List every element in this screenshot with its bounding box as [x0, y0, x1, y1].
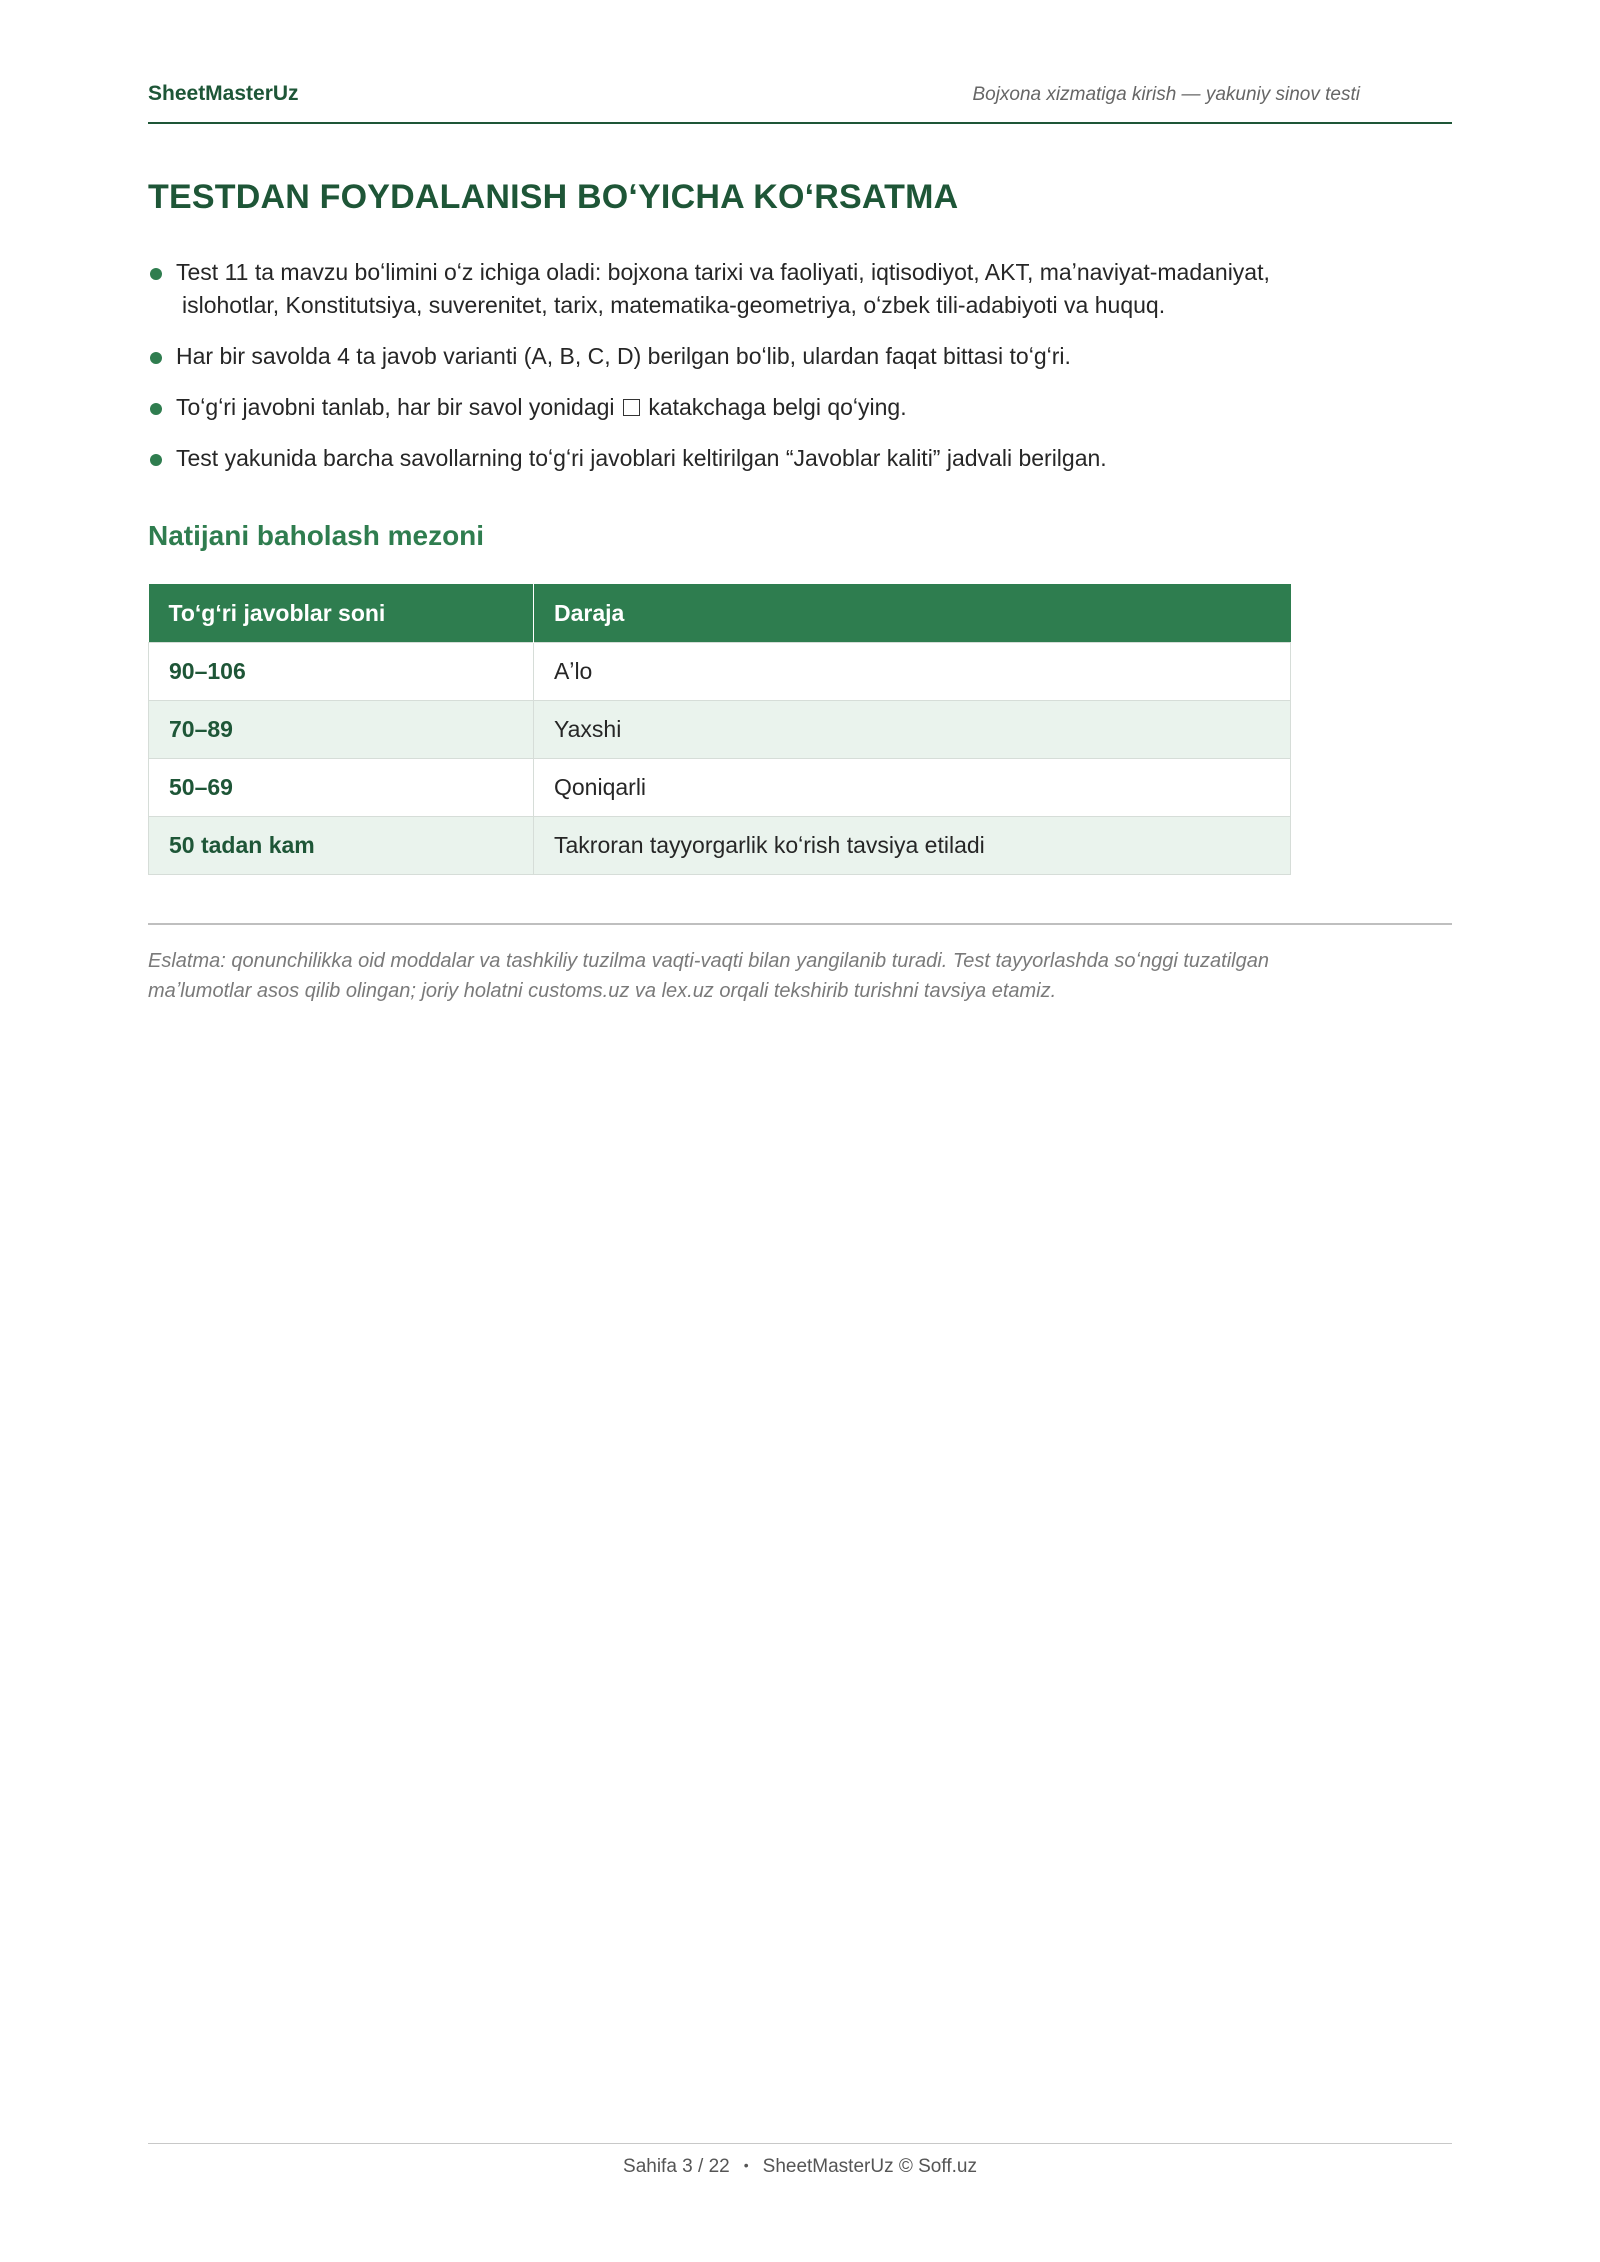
page-header [148, 78, 1452, 124]
list-item [148, 256, 1438, 322]
page-number: Sahifa 3 / 22 [623, 2156, 730, 2177]
page-footer [148, 2156, 1452, 2178]
table-cell-score-range: 50 tadan kam [149, 817, 534, 875]
table-header-row [149, 584, 1291, 643]
list-item [148, 340, 1438, 373]
table-cell-score-range: 70–89 [149, 701, 534, 759]
bullet-icon [150, 403, 162, 415]
list-item-text: Toʻgʻri javobni tanlab, har bir savol yonidagi [176, 394, 615, 420]
instructions-list [148, 256, 1438, 493]
section-divider [148, 923, 1452, 925]
list-item-text: Har bir savolda 4 ta javob varianti (A, B, C, D) berilgan boʻlib, ulardan faqat bittasi toʻgʻri. [176, 343, 1071, 369]
list-item-text: Test yakunida barcha savollarning toʻgʻri javoblari keltirilgan “Javoblar kaliti” jadvali berilgan. [176, 445, 1107, 471]
footer-divider [148, 2143, 1452, 2144]
checkbox-icon [623, 399, 640, 416]
note-line: Eslatma: qonunchilikka oid moddalar va tashkiliy tuzilma vaqti-vaqti bilan yangilanib turadi. Test tayyorlashda soʻnggi tuzatilgan [148, 950, 1269, 972]
bullet-icon [150, 454, 162, 466]
list-item-text: Test 11 ta mavzu boʻlimini oʻz ichiga oladi: bojxona tarixi va faoliyati, iqtisodiyot, AKT, maʼnaviyat-madaniyat, [176, 259, 1270, 285]
list-item [148, 391, 1438, 424]
grading-criteria-table [148, 584, 1291, 875]
table-cell-level: Aʼlo [534, 643, 1291, 701]
document-title: Bojxona xizmatiga kirish — yakuniy sinov testi [972, 84, 1360, 105]
brand-name: SheetMasterUz [148, 82, 299, 105]
disclaimer-note [148, 946, 1452, 1006]
table-row [149, 643, 1291, 701]
table-cell-level: Takroran tayyorgarlik koʻrish tavsiya etiladi [534, 817, 1291, 875]
document-page [148, 0, 1452, 2262]
table-row [149, 817, 1291, 875]
table-row [149, 701, 1291, 759]
footer-credit: SheetMasterUz © Soff.uz [762, 2156, 977, 2177]
bullet-icon [150, 352, 162, 364]
column-header-correct-count: Toʻgʻri javoblar soni [149, 584, 534, 643]
table-cell-score-range: 50–69 [149, 759, 534, 817]
table-cell-level: Yaxshi [534, 701, 1291, 759]
note-line: maʼlumotlar asos qilib olingan; joriy holatni customs.uz va lex.uz orqali tekshirib turishni tavsiya etamiz. [148, 980, 1057, 1002]
table-row [149, 759, 1291, 817]
list-item [148, 442, 1438, 475]
list-item-text: katakchaga belgi qoʻying. [648, 394, 907, 420]
section-heading: Natijani baholash mezoni [148, 520, 485, 551]
table-cell-level: Qoniqarli [534, 759, 1291, 817]
column-header-level: Daraja [534, 584, 1291, 643]
page-title: TESTDAN FOYDALANISH BOʻYICHA KOʻRSATMA [148, 178, 959, 216]
bullet-separator-icon: • [743, 2157, 749, 2173]
table-cell-score-range: 90–106 [149, 643, 534, 701]
bullet-icon [150, 268, 162, 280]
list-item-text-continued: islohotlar, Konstitutsiya, suverenitet, tarix, matematika-geometriya, oʻzbek tili-adabiyoti va huquq. [182, 292, 1166, 318]
